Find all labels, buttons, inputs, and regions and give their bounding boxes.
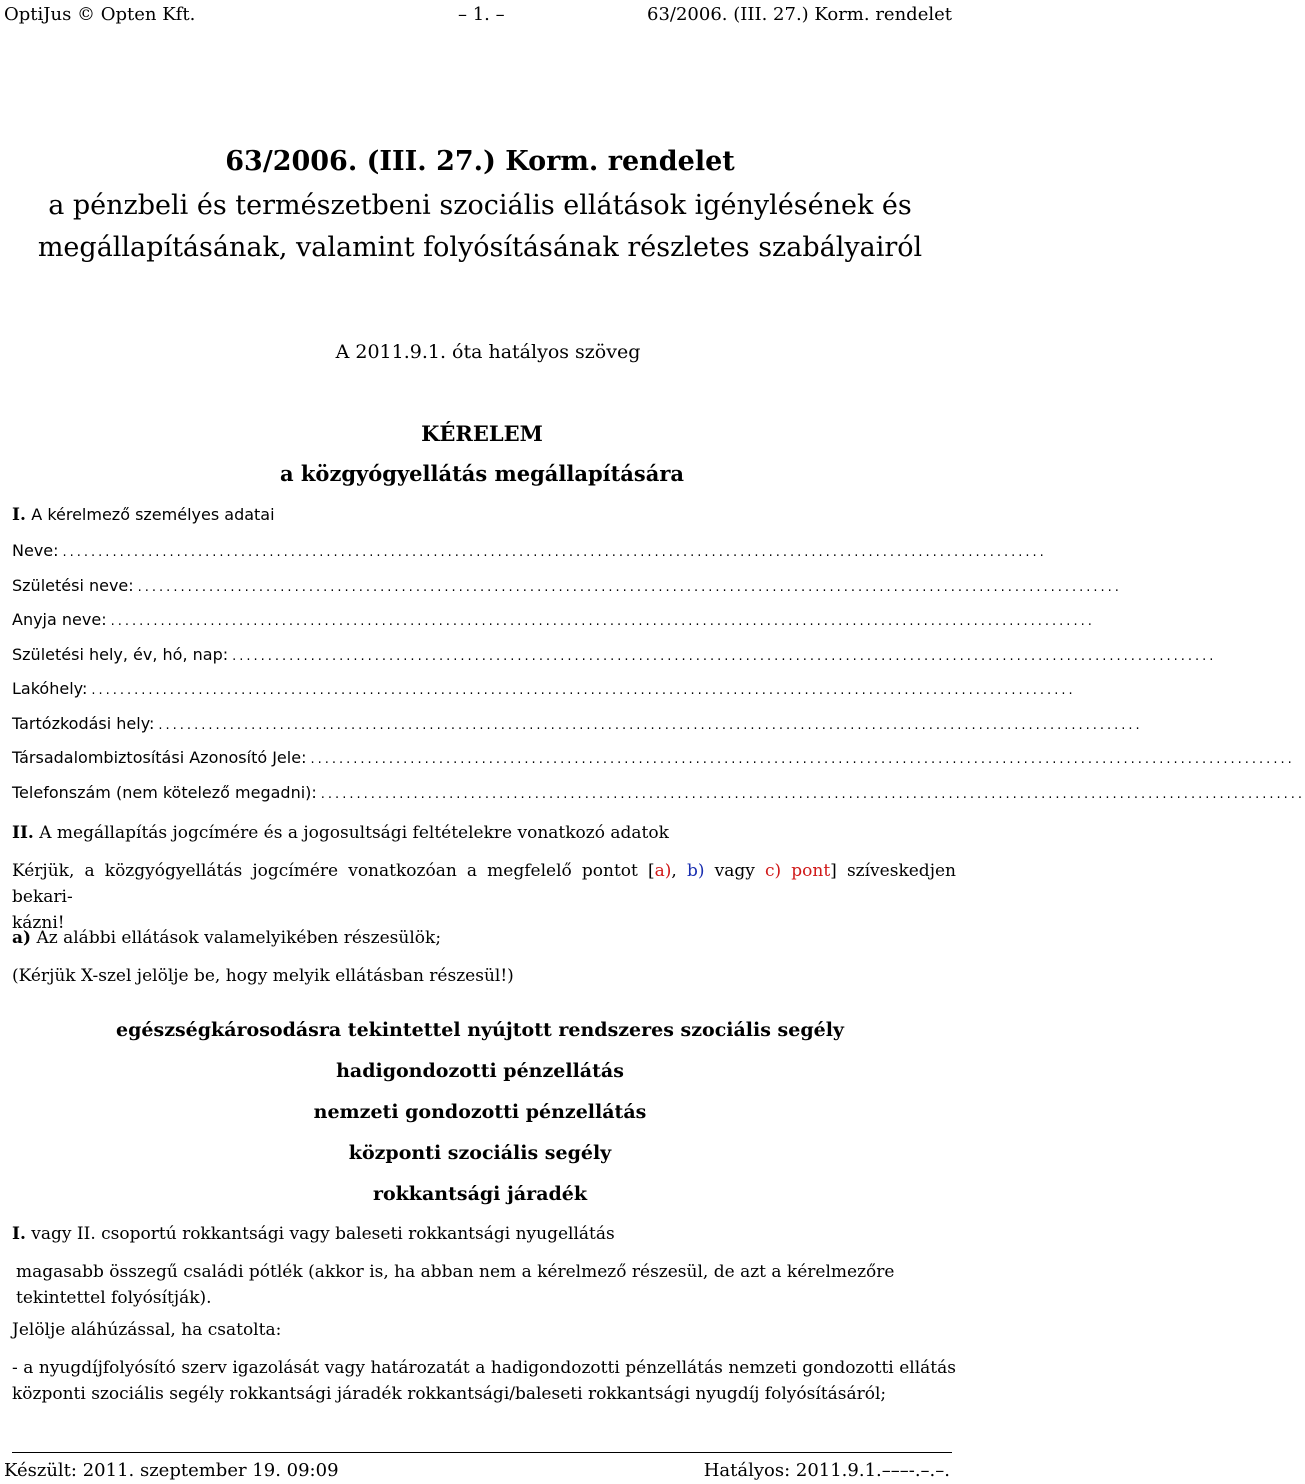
field-label: Neve:	[12, 541, 59, 560]
benefit-option-1[interactable]: egészségkárosodásra tekintettel nyújtott rendszeres szociális segély	[116, 1019, 844, 1041]
footer-divider	[12, 1452, 952, 1453]
effective-date-text: A 2011.9.1. óta hatályos szöveg	[335, 341, 641, 363]
document-title: 63/2006. (III. 27.) Korm. rendelet	[225, 146, 735, 177]
field-label: Társadalombiztosítási Azonosító Jele:	[12, 748, 307, 767]
point-a-label: a)	[12, 928, 32, 948]
field-label: Telefonszám (nem kötelező megadni):	[12, 783, 317, 802]
fill-line: ..........................................................................................................................................	[158, 718, 1143, 733]
instruction-text: (Kérjük X-szel jelölje be, hogy melyik ellátásban részesül!)	[12, 966, 514, 986]
document-subtitle-line1: a pénzbeli és természetbeni szociális ellátások igénylésének és	[48, 190, 912, 221]
point-a	[12, 928, 441, 948]
header-right: 63/2006. (III. 27.) Korm. rendelet	[647, 4, 952, 25]
benefit-option-4[interactable]: központi szociális segély	[348, 1142, 612, 1164]
section1-heading	[12, 505, 275, 525]
field-label: Születési neve:	[12, 576, 134, 595]
field-label: Tartózkodási hely:	[12, 714, 155, 733]
point-a-text: Az alábbi ellátások valamelyikében részesülök;	[36, 928, 442, 948]
fill-line: ..........................................................................................................................................	[110, 614, 1095, 629]
benefit-option-3[interactable]: nemzeti gondozotti pénzellátás	[313, 1101, 647, 1123]
field-label: Anyja neve:	[12, 610, 107, 629]
section1-title: A kérelmező személyes adatai	[31, 505, 275, 524]
section2-number: II.	[12, 823, 34, 843]
attachment-instruction: Jelölje aláhúzással, ha csatolta:	[12, 1320, 282, 1340]
section1-number: I.	[12, 505, 26, 525]
attachment-item: - a nyugdíjfolyósító szerv igazolását vagy határozatát a hadigondozotti pénzellátás nemzeti gondozotti ellátás központi szociális segély rokkantsági járadék rokkantsági/baleseti rokkantsági nyugdíj folyósításáról;	[12, 1358, 956, 1404]
section2-intro: Kérjük, a közgyógyellátás jogcímére vonatkozóan a megfelelő pontot [a), b) vagy c) pont] szíveskedjen bekari- kázni!	[12, 861, 956, 933]
footer-created: Készült: 2011. szeptember 19. 09:09	[4, 1460, 339, 1481]
field-birth-name[interactable]	[12, 576, 1122, 595]
field-label: Születési hely, év, hó, nap:	[12, 645, 229, 664]
section2-title: A megállapítás jogcímére és a jogosultsági feltételekre vonatkozó adatok	[39, 823, 669, 843]
field-mother-name[interactable]	[12, 610, 1095, 629]
document-subtitle-line2: megállapításának, valamint folyósításának részletes szabályairól	[37, 232, 923, 263]
field-label: Lakóhely:	[12, 679, 88, 698]
fill-line: ..........................................................................................................................................	[62, 545, 1047, 560]
pension-option[interactable]: I. vagy II. csoportú rokkantsági vagy baleseti rokkantsági nyugellátás	[12, 1224, 615, 1244]
family-allowance-option[interactable]: magasabb összegű családi pótlék (akkor is, ha abban nem a kérelmező részesül, de azt a kérelmezőre tekintettel folyósítják).	[16, 1262, 895, 1308]
option-c-link[interactable]: c) pont	[764, 861, 831, 881]
header-left: OptiJus © Opten Kft.	[4, 4, 196, 25]
fill-line: ..........................................................................................................................................	[137, 580, 1122, 595]
form-subheading: a közgyógyellátás megállapítására	[279, 461, 685, 486]
field-phone[interactable]	[12, 783, 1305, 802]
field-name[interactable]	[12, 541, 1047, 560]
option-a-link[interactable]: a)	[654, 861, 672, 881]
benefit-option-2[interactable]: hadigondozotti pénzellátás	[336, 1060, 624, 1082]
fill-line: ..........................................................................................................................................	[91, 683, 1076, 698]
field-birth-place-date[interactable]	[12, 645, 1217, 664]
field-stay-address[interactable]	[12, 714, 1143, 733]
section2-heading	[12, 823, 669, 843]
field-social-security-id[interactable]	[12, 748, 1295, 767]
option-b-link[interactable]: b)	[686, 861, 705, 881]
fill-line: ..........................................................................................................................................	[310, 752, 1295, 767]
fill-line: ..........................................................................................................................................	[320, 787, 1305, 802]
footer-effective: Hatályos: 2011.9.1.–––-.–.–.	[703, 1460, 950, 1481]
form-heading: KÉRELEM	[421, 421, 543, 446]
header-page-number: – 1. –	[458, 4, 505, 25]
field-residence[interactable]	[12, 679, 1076, 698]
benefit-option-5[interactable]: rokkantsági járadék	[372, 1183, 588, 1205]
fill-line: ..........................................................................................................................................	[232, 649, 1217, 664]
